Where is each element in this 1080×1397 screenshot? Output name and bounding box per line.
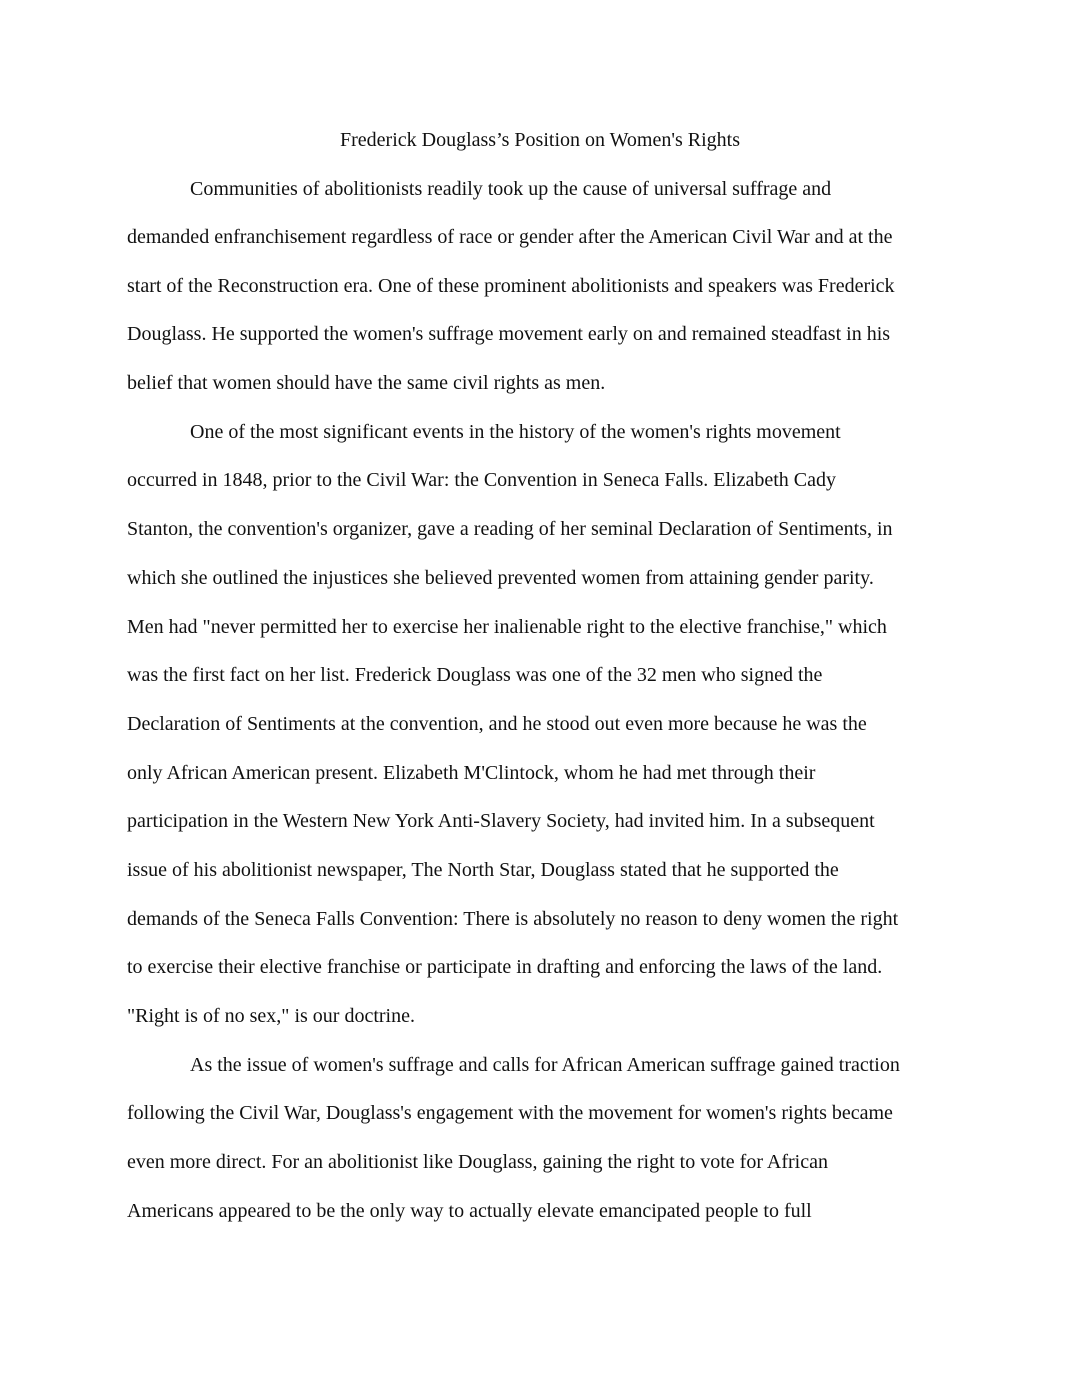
text-line: was the first fact on her list. Frederick Douglass was one of the 32 men who signed the	[127, 664, 823, 686]
text-line: participation in the Western New York Anti-Slavery Society, had invited him. In a subsequent	[127, 810, 875, 832]
text-line: which she outlined the injustices she believed prevented women from attaining gender parity.	[127, 567, 874, 589]
text-line: issue of his abolitionist newspaper, The North Star, Douglass stated that he supported the	[127, 859, 839, 881]
text-line: Americans appeared to be the only way to actually elevate emancipated people to full	[127, 1200, 812, 1222]
text-line: start of the Reconstruction era. One of these prominent abolitionists and speakers was Frederick	[127, 275, 895, 297]
text-line: Declaration of Sentiments at the convention, and he stood out even more because he was the	[127, 713, 867, 735]
text-line: One of the most significant events in the history of the women's rights movement	[190, 421, 841, 443]
text-line: occurred in 1848, prior to the Civil War: the Convention in Seneca Falls. Elizabeth Cady	[127, 469, 836, 491]
text-line: Stanton, the convention's organizer, gave a reading of her seminal Declaration of Sentiments, in	[127, 518, 893, 540]
text-line: following the Civil War, Douglass's engagement with the movement for women's rights became	[127, 1102, 893, 1124]
text-line: "Right is of no sex," is our doctrine.	[127, 1005, 415, 1027]
text-line: only African American present. Elizabeth M'Clintock, whom he had met through their	[127, 762, 816, 784]
text-line: Communities of abolitionists readily took up the cause of universal suffrage and	[190, 178, 832, 200]
text-line: demanded enfranchisement regardless of race or gender after the American Civil War and at the	[127, 226, 893, 248]
text-line: belief that women should have the same civil rights as men.	[127, 372, 606, 394]
text-line: demands of the Seneca Falls Convention: There is absolutely no reason to deny women the right	[127, 908, 899, 930]
text-line: to exercise their elective franchise or participate in drafting and enforcing the laws of the land.	[127, 956, 883, 978]
text-line: As the issue of women's suffrage and calls for African American suffrage gained traction	[190, 1054, 900, 1076]
text-line: even more direct. For an abolitionist like Douglass, gaining the right to vote for African	[127, 1151, 828, 1173]
text-line: Men had "never permitted her to exercise her inalienable right to the elective franchise," which	[127, 616, 887, 638]
text-line: Douglass. He supported the women's suffrage movement early on and remained steadfast in his	[127, 323, 891, 345]
document-title: Frederick Douglass’s Position on Women's Rights	[340, 129, 740, 151]
